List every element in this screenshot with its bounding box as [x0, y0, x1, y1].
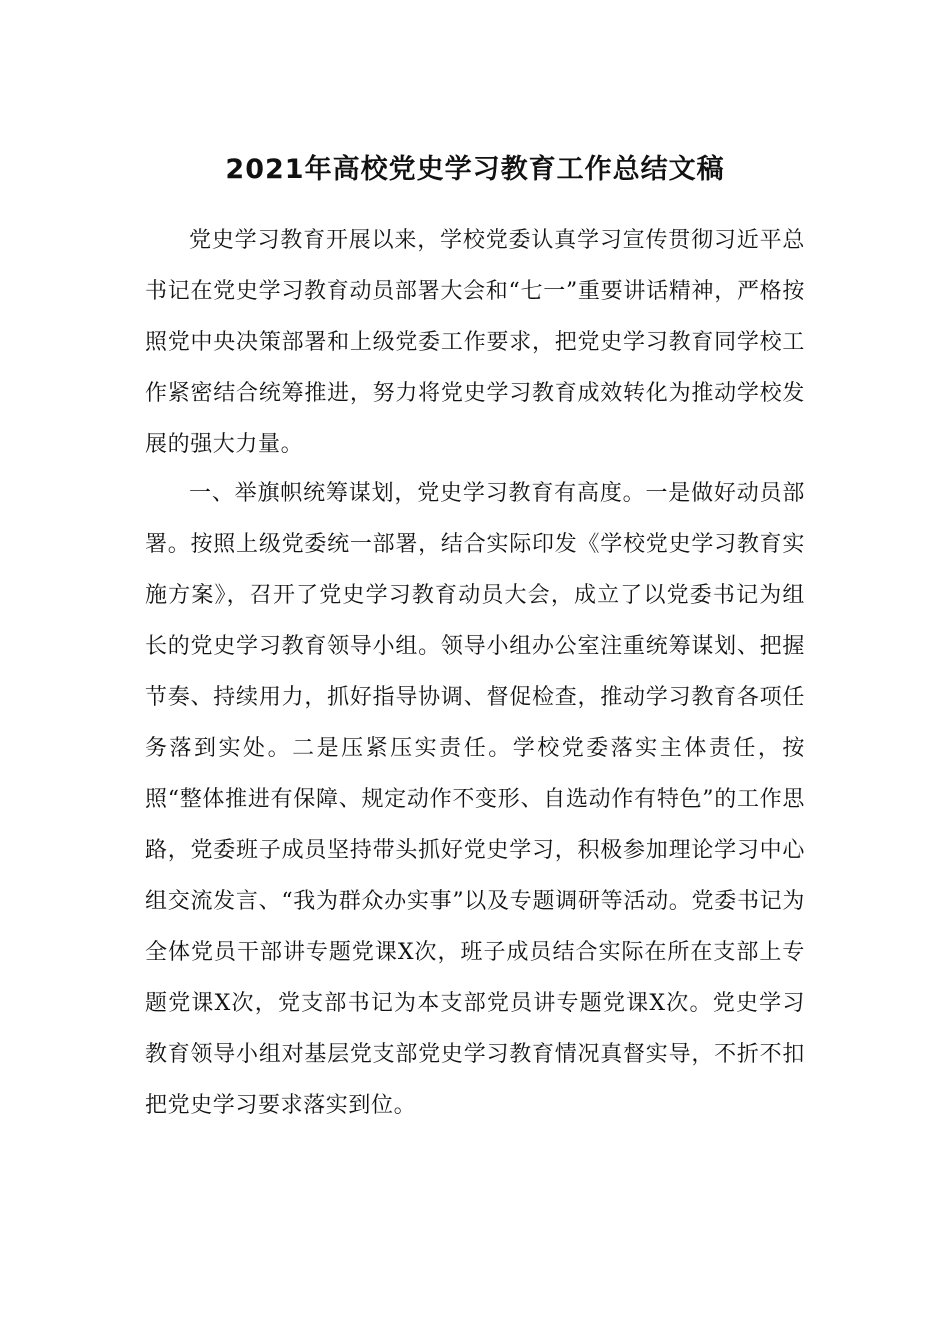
paragraph-intro: 党史学习教育开展以来，学校党委认真学习宣传贯彻习近平总书记在党史学习教育动员部署大会和“七一”重要讲话精神，严格按照党中央决策部署和上级党委工作要求，把党史学习教育同学校工作紧密结合统筹推进，努力将党史学习教育成效转化为推动学校发展的强大力量。: [145, 228, 805, 457]
document-title: 2021年高校党史学习教育工作总结文稿: [225, 154, 725, 185]
paragraph-section-one: 一、举旗帜统筹谋划，党史学习教育有高度。一是做好动员部署。按照上级党委统一部署，结合实际印发《学校党史学习教育实施方案》，召开了党史学习教育动员大会，成立了以党委书记为组长的党史学习教育领导小组。领导小组办公室注重统筹谋划、把握节奏、持续用力，抓好指导协调、督促检查，推动学习教育各项任务落到实处。二是压紧压实责任。学校党委落实主体责任，按照“整体推进有保障、规定动作不变形、自选动作有特色”的工作思路，党委班子成员坚持带头抓好党史学习，积极参加理论学习中心组交流发言、“我为群众办实事”以及专题调研等活动。党委书记为全体党员干部讲专题党课X次，班子成员结合实际在所在支部上专题党课X次，党支部书记为本支部党员讲专题党课X次。党史学习教育领导小组对基层党支部党史学习教育情况真督实导，不折不扣把党史学习要求落实到位。: [145, 481, 805, 1118]
